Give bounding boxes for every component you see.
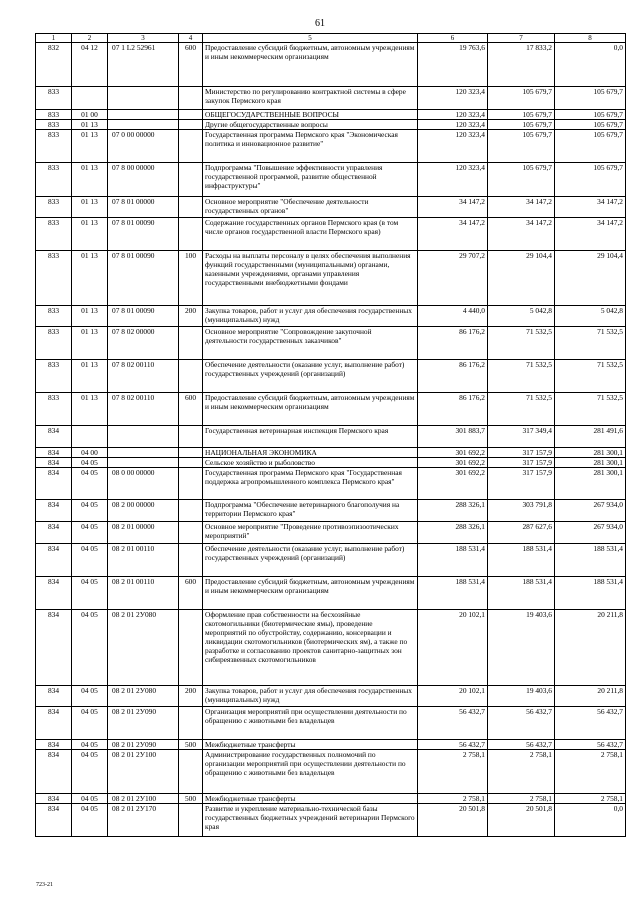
description-cell: Обеспечение деятельности (оказание услуг, выполнение работ) государственных учреждений (организаций) [203,544,418,577]
table-row [36,707,626,740]
table-row [36,327,626,360]
table-row [36,686,626,707]
column-header: 8 [555,34,626,43]
table-header-row [36,34,626,43]
section-code-cell: 04 05 [72,686,108,707]
footer-code: 723-21 [36,882,53,888]
target-article-cell: 07 8 02 00110 [108,360,179,393]
section-code-cell: 01 13 [72,251,108,306]
expense-type-cell [179,218,203,251]
section-code-cell [72,426,108,448]
amount-cell: 188 531,4 [418,544,488,577]
expense-type-cell [179,426,203,448]
amount-cell: 301 883,7 [418,426,488,448]
section-code-cell: 04 05 [72,707,108,740]
amount-cell: 2 758,1 [418,794,488,804]
section-code-cell [72,87,108,110]
amount-cell: 2 758,1 [555,750,626,794]
recipient-code-cell: 834 [36,458,72,468]
section-code-cell: 04 05 [72,740,108,750]
section-code-cell: 01 13 [72,120,108,130]
description-cell: НАЦИОНАЛЬНАЯ ЭКОНОМИКА [203,448,418,458]
expense-type-cell [179,468,203,500]
table-row [36,610,626,686]
table-row [36,544,626,577]
recipient-code-cell: 833 [36,327,72,360]
target-article-cell: 07 1 L2 52961 [108,43,179,87]
amount-cell: 188 531,4 [418,577,488,610]
target-article-cell [108,458,179,468]
expense-type-cell [179,110,203,120]
amount-cell: 86 176,2 [418,360,488,393]
amount-cell: 105 679,7 [555,110,626,120]
expense-type-cell [179,544,203,577]
amount-cell: 20 102,1 [418,686,488,707]
amount-cell: 105 679,7 [555,130,626,163]
section-code-cell: 04 05 [72,500,108,522]
expense-type-cell: 200 [179,686,203,707]
recipient-code-cell: 833 [36,87,72,110]
column-header: 6 [418,34,488,43]
target-article-cell: 08 2 01 00000 [108,522,179,544]
target-article-cell [108,110,179,120]
amount-cell: 34 147,2 [418,218,488,251]
amount-cell: 56 432,7 [418,707,488,740]
amount-cell: 105 679,7 [488,110,555,120]
table-row [36,458,626,468]
description-cell: Содержание государственных органов Пермского края (в том числе органов государственной власти Пермского края) [203,218,418,251]
target-article-cell [108,120,179,130]
recipient-code-cell: 833 [36,197,72,218]
recipient-code-cell: 833 [36,218,72,251]
amount-cell: 188 531,4 [488,544,555,577]
section-code-cell: 01 13 [72,393,108,426]
table-row [36,87,626,110]
target-article-cell: 07 8 01 00000 [108,197,179,218]
amount-cell: 20 501,8 [418,804,488,837]
amount-cell: 20 102,1 [418,610,488,686]
description-cell: Основное мероприятие "Проведение противоэпизоотических мероприятий" [203,522,418,544]
amount-cell: 86 176,2 [418,393,488,426]
expense-type-cell [179,707,203,740]
expense-type-cell [179,610,203,686]
amount-cell: 56 432,7 [555,740,626,750]
amount-cell: 105 679,7 [488,163,555,197]
section-code-cell: 04 00 [72,448,108,458]
description-cell: Предоставление субсидий бюджетным, автономным учреждениям и иным некоммерческим организациям [203,577,418,610]
description-cell: Организация мероприятий при осуществлении деятельности по обращению с животными без владельцев [203,707,418,740]
recipient-code-cell: 834 [36,426,72,448]
expense-type-cell [179,448,203,458]
table-row [36,130,626,163]
amount-cell: 281 300,1 [555,458,626,468]
amount-cell: 20 211,8 [555,686,626,707]
amount-cell: 317 157,9 [488,458,555,468]
recipient-code-cell: 834 [36,610,72,686]
amount-cell: 34 147,2 [488,218,555,251]
amount-cell: 29 104,4 [555,251,626,306]
amount-cell: 288 326,1 [418,500,488,522]
amount-cell: 34 147,2 [488,197,555,218]
amount-cell: 267 934,0 [555,522,626,544]
table-row [36,750,626,794]
expense-type-cell: 500 [179,794,203,804]
target-article-cell: 08 2 01 2У170 [108,804,179,837]
target-article-cell [108,448,179,458]
section-code-cell: 04 05 [72,610,108,686]
description-cell: Обеспечение деятельности (оказание услуг, выполнение работ) государственных учреждений (организаций) [203,360,418,393]
target-article-cell: 08 2 01 2У080 [108,686,179,707]
amount-cell: 56 432,7 [418,740,488,750]
description-cell: Межбюджетные трансферты [203,740,418,750]
recipient-code-cell: 834 [36,500,72,522]
amount-cell: 34 147,2 [555,197,626,218]
target-article-cell [108,426,179,448]
description-cell: Оформление прав собственности на бесхозяйные скотомогильники (биотермические ямы), проведение мероприятий по обустройству, содержанию, консервации и ликвидации скотомогильников (биотермических ям), а также по разработке и согласованию проектов санитарно-защитных зон сибиреязвенных скотомогильников [203,610,418,686]
amount-cell: 317 349,4 [488,426,555,448]
recipient-code-cell: 833 [36,110,72,120]
amount-cell: 19 403,6 [488,686,555,707]
table-row [36,120,626,130]
amount-cell: 20 501,8 [488,804,555,837]
amount-cell: 5 042,8 [555,306,626,327]
column-header: 1 [36,34,72,43]
amount-cell: 105 679,7 [555,120,626,130]
description-cell: Расходы на выплаты персоналу в целях обеспечения выполнения функций государственными (муниципальными) органами, казенными учреждениями, органами управления государственными внебюджетными фондами [203,251,418,306]
amount-cell: 71 532,5 [555,360,626,393]
recipient-code-cell: 834 [36,544,72,577]
description-cell: Государственная ветеринарная инспекция Пермского края [203,426,418,448]
recipient-code-cell: 834 [36,804,72,837]
expense-type-cell [179,130,203,163]
target-article-cell: 07 8 02 00110 [108,393,179,426]
amount-cell: 188 531,4 [555,577,626,610]
recipient-code-cell: 833 [36,120,72,130]
description-cell: Государственная программа Пермского края "Государственная поддержка агропромышленного комплекса Пермского края" [203,468,418,500]
amount-cell: 120 323,4 [418,163,488,197]
expense-type-cell: 600 [179,577,203,610]
target-article-cell: 08 2 00 00000 [108,500,179,522]
section-code-cell: 01 13 [72,327,108,360]
recipient-code-cell: 833 [36,360,72,393]
recipient-code-cell: 834 [36,740,72,750]
target-article-cell: 07 8 01 00090 [108,306,179,327]
table-row [36,426,626,448]
amount-cell: 71 532,5 [488,360,555,393]
amount-cell: 105 679,7 [488,87,555,110]
description-cell: Закупка товаров, работ и услуг для обеспечения государственных (муниципальных) нужд [203,686,418,707]
section-code-cell: 01 13 [72,197,108,218]
table-row [36,360,626,393]
description-cell: Межбюджетные трансферты [203,794,418,804]
section-code-cell: 01 13 [72,130,108,163]
section-code-cell: 01 13 [72,163,108,197]
amount-cell: 34 147,2 [418,197,488,218]
expense-type-cell [179,500,203,522]
target-article-cell [108,87,179,110]
section-code-cell: 04 05 [72,794,108,804]
description-cell: Закупка товаров, работ и услуг для обеспечения государственных (муниципальных) нужд [203,306,418,327]
amount-cell: 120 323,4 [418,120,488,130]
section-code-cell: 01 13 [72,306,108,327]
table-row [36,500,626,522]
recipient-code-cell: 833 [36,251,72,306]
amount-cell: 281 300,1 [555,448,626,458]
description-cell: Администрирование государственных полномочий по организации мероприятий при осуществлении деятельности по обращению с животными без владельцев [203,750,418,794]
amount-cell: 105 679,7 [488,120,555,130]
section-code-cell: 01 00 [72,110,108,120]
target-article-cell: 08 2 01 2У100 [108,750,179,794]
recipient-code-cell: 834 [36,794,72,804]
table-row [36,197,626,218]
expense-type-cell [179,804,203,837]
table-row [36,306,626,327]
table-row [36,251,626,306]
amount-cell: 2 758,1 [488,750,555,794]
amount-cell: 20 211,8 [555,610,626,686]
amount-cell: 71 532,5 [555,393,626,426]
column-header: 7 [488,34,555,43]
section-code-cell: 04 12 [72,43,108,87]
description-cell: ОБЩЕГОСУДАРСТВЕННЫЕ ВОПРОСЫ [203,110,418,120]
recipient-code-cell: 834 [36,522,72,544]
amount-cell: 4 440,0 [418,306,488,327]
expense-type-cell [179,87,203,110]
amount-cell: 19 763,6 [418,43,488,87]
expense-type-cell [179,327,203,360]
amount-cell: 105 679,7 [555,163,626,197]
recipient-code-cell: 833 [36,163,72,197]
table-body [36,43,626,837]
expense-type-cell [179,197,203,218]
column-header: 5 [203,34,418,43]
description-cell: Развитие и укрепление материально-технической базы государственных бюджетных учреждений ветеринарии Пермского края [203,804,418,837]
target-article-cell: 07 0 00 00000 [108,130,179,163]
table-row [36,163,626,197]
table-row [36,794,626,804]
expense-type-cell: 600 [179,393,203,426]
amount-cell: 105 679,7 [555,87,626,110]
amount-cell: 120 323,4 [418,110,488,120]
amount-cell: 71 532,5 [488,393,555,426]
table-row [36,448,626,458]
table-row [36,393,626,426]
column-header: 4 [179,34,203,43]
recipient-code-cell: 832 [36,43,72,87]
amount-cell: 303 791,8 [488,500,555,522]
column-header: 2 [72,34,108,43]
description-cell: Сельское хозяйство и рыболовство [203,458,418,468]
expense-type-cell [179,120,203,130]
target-article-cell: 08 2 01 00110 [108,577,179,610]
amount-cell: 0,0 [555,43,626,87]
column-header: 3 [108,34,179,43]
description-cell: Предоставление субсидий бюджетным, автономным учреждениям и иным некоммерческим организациям [203,393,418,426]
expense-type-cell [179,522,203,544]
section-code-cell: 04 05 [72,458,108,468]
amount-cell: 71 532,5 [488,327,555,360]
amount-cell: 29 707,2 [418,251,488,306]
section-code-cell: 04 05 [72,804,108,837]
description-cell: Министерство по регулированию контрактной системы в сфере закупок Пермского края [203,87,418,110]
description-cell: Предоставление субсидий бюджетным, автономным учреждениям и иным некоммерческим организациям [203,43,418,87]
amount-cell: 188 531,4 [488,577,555,610]
target-article-cell: 08 2 01 2У090 [108,707,179,740]
recipient-code-cell: 834 [36,577,72,610]
amount-cell: 301 692,2 [418,458,488,468]
amount-cell: 17 833,2 [488,43,555,87]
target-article-cell: 08 2 01 00110 [108,544,179,577]
table-row [36,522,626,544]
amount-cell: 34 147,2 [555,218,626,251]
amount-cell: 188 531,4 [555,544,626,577]
expense-type-cell [179,750,203,794]
recipient-code-cell: 834 [36,468,72,500]
amount-cell: 120 323,4 [418,87,488,110]
amount-cell: 301 692,2 [418,468,488,500]
description-cell: Подпрограмма "Обеспечение ветеринарного благополучия на территории Пермского края" [203,500,418,522]
amount-cell: 287 627,6 [488,522,555,544]
expense-type-cell [179,458,203,468]
target-article-cell: 07 8 02 00000 [108,327,179,360]
description-cell: Государственная программа Пермского края "Экономическая политика и инновационное развитие" [203,130,418,163]
amount-cell: 288 326,1 [418,522,488,544]
expense-type-cell [179,360,203,393]
section-code-cell: 04 05 [72,544,108,577]
section-code-cell: 01 13 [72,360,108,393]
amount-cell: 2 758,1 [555,794,626,804]
amount-cell: 317 157,9 [488,468,555,500]
expense-type-cell: 200 [179,306,203,327]
description-cell: Основное мероприятие "Обеспечение деятельности государственных органов" [203,197,418,218]
recipient-code-cell: 833 [36,306,72,327]
section-code-cell: 01 13 [72,218,108,251]
target-article-cell: 07 8 01 00090 [108,218,179,251]
amount-cell: 2 758,1 [418,750,488,794]
amount-cell: 56 432,7 [488,740,555,750]
section-code-cell: 04 05 [72,468,108,500]
section-code-cell: 04 05 [72,522,108,544]
expense-type-cell: 600 [179,43,203,87]
recipient-code-cell: 834 [36,686,72,707]
section-code-cell: 04 05 [72,577,108,610]
description-cell: Другие общегосударственные вопросы [203,120,418,130]
amount-cell: 267 934,0 [555,500,626,522]
target-article-cell: 08 0 00 00000 [108,468,179,500]
recipient-code-cell: 834 [36,448,72,458]
expense-type-cell: 100 [179,251,203,306]
amount-cell: 56 432,7 [488,707,555,740]
amount-cell: 56 432,7 [555,707,626,740]
amount-cell: 0,0 [555,804,626,837]
amount-cell: 86 176,2 [418,327,488,360]
amount-cell: 301 692,2 [418,448,488,458]
table-row [36,218,626,251]
amount-cell: 29 104,4 [488,251,555,306]
amount-cell: 317 157,9 [488,448,555,458]
section-code-cell: 04 05 [72,750,108,794]
description-cell: Основное мероприятие "Сопровождение закупочной деятельности государственных заказчиков" [203,327,418,360]
recipient-code-cell: 834 [36,750,72,794]
table-row [36,468,626,500]
table-row [36,43,626,87]
expense-type-cell [179,163,203,197]
recipient-code-cell: 833 [36,130,72,163]
amount-cell: 120 323,4 [418,130,488,163]
table-row [36,577,626,610]
amount-cell: 2 758,1 [488,794,555,804]
amount-cell: 71 532,5 [555,327,626,360]
target-article-cell: 07 8 01 00090 [108,251,179,306]
amount-cell: 105 679,7 [488,130,555,163]
target-article-cell: 08 2 01 2У090 [108,740,179,750]
amount-cell: 5 042,8 [488,306,555,327]
page-number: 61 [315,18,325,29]
description-cell: Подпрограмма "Повышение эффективности управления государственной программой, развитие общественной инфраструктуры" [203,163,418,197]
table-row [36,110,626,120]
amount-cell: 281 300,1 [555,468,626,500]
target-article-cell: 07 8 00 00000 [108,163,179,197]
table-row [36,740,626,750]
table-row [36,804,626,837]
recipient-code-cell: 833 [36,393,72,426]
target-article-cell: 08 2 01 2У100 [108,794,179,804]
expense-type-cell: 500 [179,740,203,750]
amount-cell: 281 491,6 [555,426,626,448]
amount-cell: 19 403,6 [488,610,555,686]
budget-table [35,33,626,837]
recipient-code-cell: 834 [36,707,72,740]
target-article-cell: 08 2 01 2У080 [108,610,179,686]
